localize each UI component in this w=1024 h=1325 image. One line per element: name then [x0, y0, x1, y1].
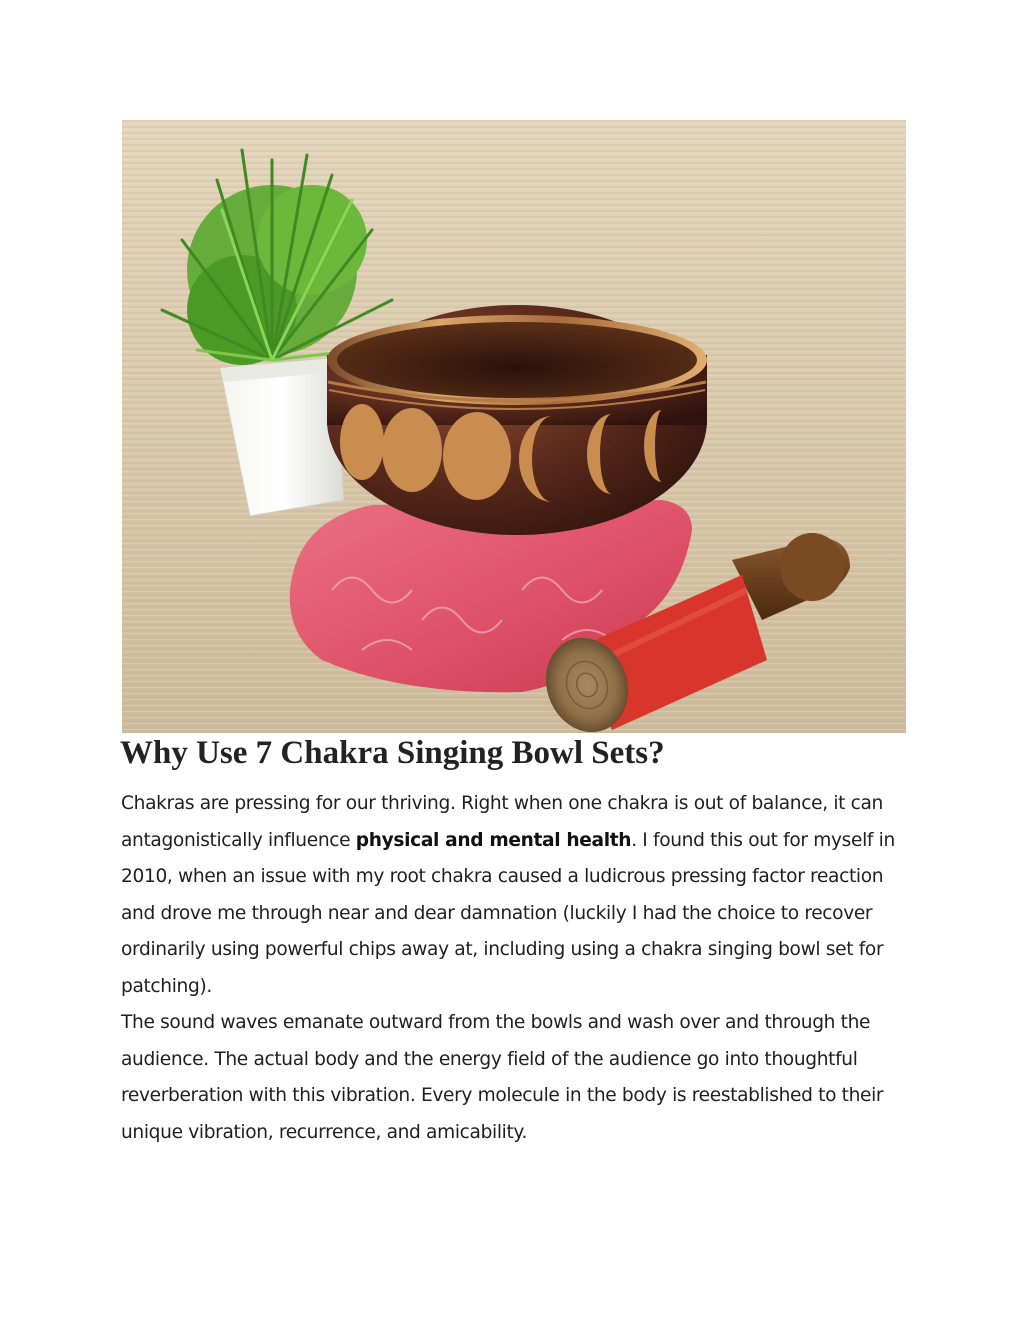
- paragraph-1-text: Chakras are pressing for our thriving. Right when one chakra is out of balance, it can antagonistically influence: [121, 793, 883, 851]
- article-heading: Why Use 7 Chakra Singing Bowl Sets?: [120, 735, 665, 771]
- singing-bowl: [327, 305, 707, 535]
- paragraph-1: [121, 786, 913, 1005]
- product-photo: [122, 120, 906, 733]
- paragraph-1-bold: physical and mental health: [355, 829, 632, 851]
- paragraph-1-text-end: . I found this out for myself in 2010, when an issue with my root chakra caused a ludicrous pressing factor reaction and drove me through near and dear damnation (luckily I had the choice to recover ordinarily using powerful chips away at, including using a chakra singing bowl set for patching).: [121, 829, 895, 997]
- article-body: [121, 786, 913, 1151]
- paragraph-2: The sound waves emanate outward from the bowls and wash over and through the audience. The actual body and the energy field of the audience go into thoughtful reverberation with this vibration. Every molecule in the body is reestablished to their unique vibration, recurrence, and amicability.: [121, 1012, 884, 1143]
